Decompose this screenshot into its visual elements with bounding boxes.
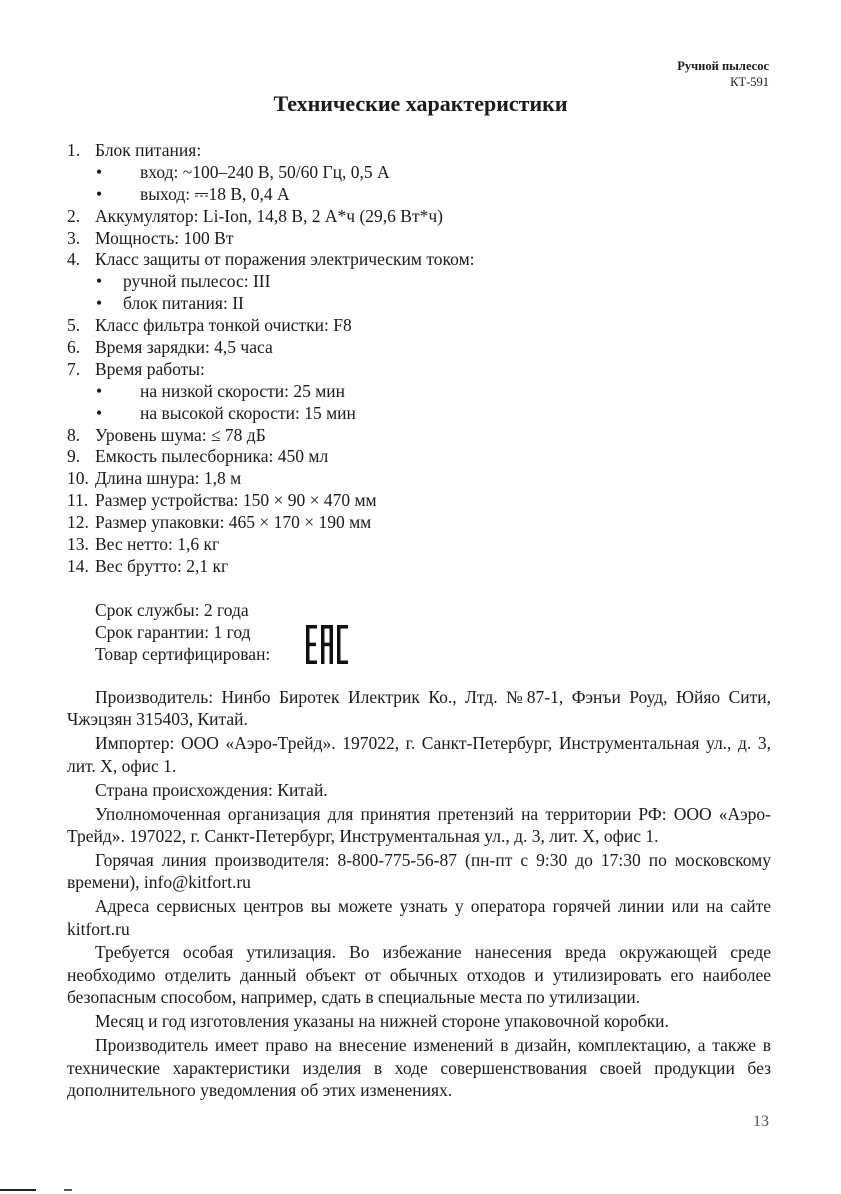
paragraph: Импортер: ООО «Аэро-Трейд». 197022, г. Санкт-Петербург, Инструментальная ул., д. 3, лит. Х, офис 1.	[67, 733, 771, 776]
spec-text: Длина шнура: 1,8 м	[95, 468, 242, 489]
paragraph: Производитель: Нинбо Биротек Илектрик Ко., Лтд. №87-1, Фэнъи Роуд, Юйяо Сити, Чжэцзян 315403, Китай.	[67, 687, 771, 730]
service-life: Срок службы: 2 года	[95, 600, 249, 620]
spec-number: 12.	[67, 512, 89, 533]
spec-subitem-text: вход: ~100–240 В, 50/60 Гц, 0,5 А	[140, 161, 390, 182]
spec-subitem-text: блок питания: II	[123, 293, 244, 314]
spec-text: Вес нетто: 1,6 кг	[95, 534, 220, 555]
spec-item	[67, 206, 777, 228]
spec-number: 5.	[67, 315, 81, 336]
bullet-icon: •	[96, 161, 103, 182]
bullet-icon: •	[96, 293, 103, 314]
service-info	[95, 599, 270, 665]
spec-item	[67, 228, 777, 250]
bullet-icon: •	[96, 380, 103, 401]
paragraph: Месяц и год изготовления указаны на нижней стороне упаковочной коробки.	[95, 1011, 669, 1032]
spec-text: Класс защиты от поражения электрическим током:	[95, 249, 475, 270]
spec-subitem-text: выход: ⎓18 В, 0,4 А	[140, 183, 290, 204]
spec-subitem	[67, 293, 777, 315]
spec-item	[67, 337, 777, 359]
warranty-period: Срок гарантии: 1 год	[95, 622, 251, 642]
certification-label: Товар сертифицирован:	[95, 644, 271, 664]
spec-subitem-text: на высокой скорости: 15 мин	[140, 402, 356, 423]
spec-number: 10.	[67, 468, 89, 489]
spec-number: 13.	[67, 534, 89, 555]
spec-text: Время зарядки: 4,5 часа	[95, 337, 273, 358]
spec-number: 8.	[67, 424, 81, 445]
spec-subitem	[67, 184, 777, 206]
paragraph: Страна происхождения: Китай.	[95, 779, 328, 800]
spec-subitem	[67, 403, 777, 425]
paragraph: Адреса сервисных центров вы можете узнать у оператора горячей линии или на сайте kitfort.ru	[67, 896, 771, 939]
spec-item	[67, 534, 777, 556]
spec-subitem	[67, 162, 777, 184]
spec-number: 2.	[67, 205, 81, 226]
spec-text: Размер устройства: 150 × 90 × 470 мм	[95, 490, 377, 511]
spec-subitem-text: на низкой скорости: 25 мин	[140, 380, 346, 401]
spec-text: Уровень шума: ≤ 78 дБ	[95, 424, 266, 445]
paragraph: Требуется особая утилизация. Во избежание нанесения вреда окружающей среде необходимо отделить данный объект от обычных отходов и утилизировать его наиболее безопасным способом, например, сдать в специальные места по утилизации.	[67, 942, 771, 1008]
spec-text: Емкость пылесборника: 450 мл	[95, 446, 329, 467]
bullet-icon: •	[96, 402, 103, 423]
spec-item	[67, 446, 777, 468]
spec-number: 6.	[67, 337, 81, 358]
header-model: КТ-591	[730, 75, 769, 89]
spec-item	[67, 249, 777, 271]
spec-number: 14.	[67, 555, 89, 576]
spec-subitem	[67, 381, 777, 403]
spec-item	[67, 490, 777, 512]
footer-mark	[64, 1189, 72, 1191]
spec-text: Вес брутто: 2,1 кг	[95, 555, 229, 576]
spec-list	[67, 140, 777, 578]
bullet-icon: •	[96, 183, 103, 204]
paragraph: Производитель имеет право на внесение изменений в дизайн, комплектацию, а также в технические характеристики изделия в ходе совершенствования своей продукции без дополнительного уведомления об этих изменениях.	[67, 1035, 771, 1100]
spec-number: 11.	[67, 490, 89, 511]
spec-text: Блок питания:	[95, 140, 202, 160]
paragraph: Горячая линия производителя: 8-800-775-56-87 (пн-пт с 9:30 до 17:30 по московскому времени), info@kitfort.ru	[67, 849, 771, 893]
eac-certification-icon	[306, 625, 348, 664]
spec-item	[67, 556, 777, 578]
spec-text: Аккумулятор: Li-Ion, 14,8 В, 2 А*ч (29,6 Вт*ч)	[95, 205, 444, 226]
spec-number: 9.	[67, 446, 81, 467]
spec-item	[67, 425, 777, 447]
spec-item	[67, 315, 777, 337]
spec-text: Время работы:	[95, 358, 205, 379]
spec-subitem	[67, 271, 777, 293]
page-title: Технические характеристики	[273, 91, 568, 116]
bullet-icon: •	[96, 271, 103, 292]
running-header	[677, 58, 769, 90]
spec-text: Мощность: 100 Вт	[95, 227, 234, 248]
spec-number: 7.	[67, 358, 81, 379]
legal-text	[67, 686, 771, 1103]
footer-rule	[0, 1189, 36, 1191]
spec-text: Класс фильтра тонкой очистки: F8	[95, 315, 352, 336]
paragraph: Уполномоченная организация для принятия претензий на территории РФ: ООО «Аэро-Трейд». 197022, г. Санкт-Петербург, Инструментальная ул., д. 3, лит. Х, офис 1.	[67, 803, 771, 846]
spec-number: 1.	[67, 140, 81, 160]
spec-text: Размер упаковки: 465 × 170 × 190 мм	[95, 512, 372, 533]
spec-item	[67, 359, 777, 381]
spec-subitem-text: ручной пылесос: III	[123, 271, 271, 292]
spec-item	[67, 140, 777, 162]
page-number: 13	[753, 1113, 769, 1130]
spec-number: 4.	[67, 249, 81, 270]
spec-item	[67, 468, 777, 490]
spec-number: 3.	[67, 227, 81, 248]
spec-item	[67, 512, 777, 534]
header-product-name: Ручной пылесос	[677, 59, 769, 73]
